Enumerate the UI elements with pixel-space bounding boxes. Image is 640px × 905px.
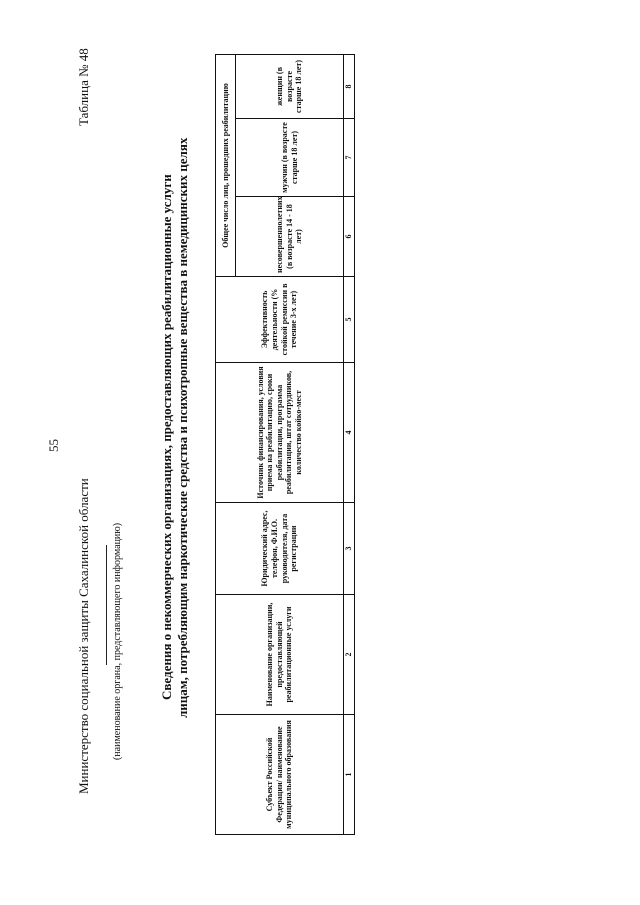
- column-number: 3: [344, 503, 355, 595]
- ministry-name: Министерство социальной защиты Сахалинской области: [76, 478, 91, 794]
- document-title-line-1: Сведения о некоммерческих организациях, предоставляющих реабилитационные услуги: [159, 174, 174, 700]
- column-header-men: мужчин (в возрасте старше 18 лет): [236, 119, 344, 197]
- column-header-minors: несовершеннолетних (в возрасте 14 - 18 лет): [236, 197, 344, 277]
- column-header-subject: Субъект Российской Федерации/ наименование муниципального образования: [216, 715, 344, 835]
- column-header-efficiency: Эффективность деятельности (% стойкой ремиссии в течение 3-х лет): [216, 277, 344, 363]
- column-number: 4: [344, 363, 355, 503]
- underline: [106, 545, 107, 665]
- column-header-financing: Источник финансирования, условия приема на реабилитацию, сроки реабилитации, программа реабилитации, штат сотрудников, количество койко-мест: [216, 363, 344, 503]
- document-title-line-2: лицам, потребляющим наркотические средства и психотропные вещества в немедицинских целях: [175, 137, 190, 718]
- column-header-organization: Наименование организации, предоставляющей реабилитационные услуги: [216, 595, 344, 715]
- column-header-address: Юридический адрес, телефон, Ф.И.О. руководителя, дата регистрации: [216, 503, 344, 595]
- column-header-women: женщин (в возрасте старше 18 лет): [236, 54, 344, 118]
- organ-caption: (наименование органа, представляющего информацию): [112, 522, 123, 760]
- report-table: [215, 54, 355, 835]
- column-number: 6: [344, 197, 355, 277]
- column-group-header: Общее число лиц, прошедших реабилитацию: [216, 54, 236, 276]
- column-number: 5: [344, 277, 355, 363]
- column-number: 7: [344, 119, 355, 197]
- column-number: 2: [344, 595, 355, 715]
- column-number: 8: [344, 54, 355, 118]
- page-number: 55: [46, 439, 61, 452]
- report-table-container: [215, 55, 355, 835]
- column-number: 1: [344, 715, 355, 835]
- table-label: Таблица № 48: [76, 48, 91, 126]
